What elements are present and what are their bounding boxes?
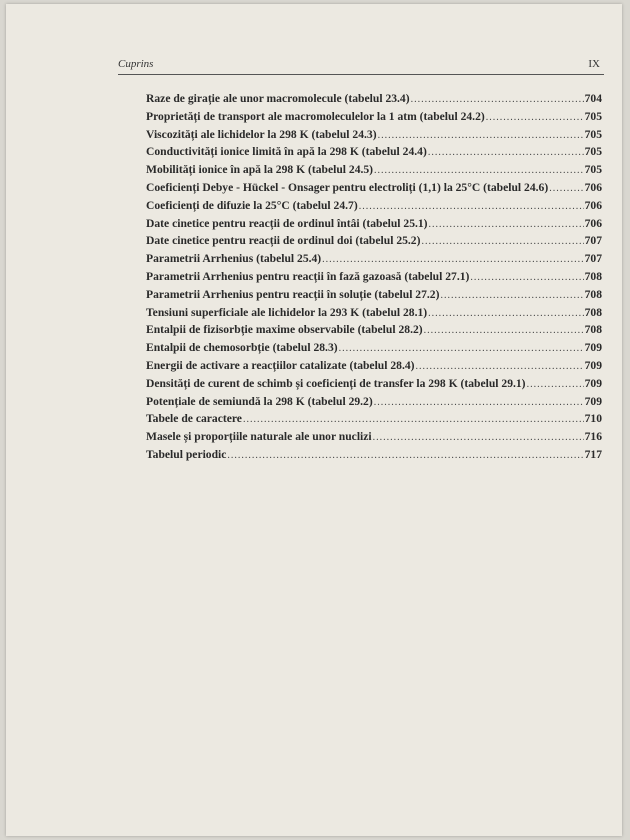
toc-entry-page: 704 [584,92,602,105]
toc-entry [146,268,602,286]
toc-entry-title: Entalpii de chemosorbție (tabelul 28.3) [146,341,338,355]
toc-entry-title: Viscozități ale lichidelor la 298 K (tabelul 24.3) [146,127,377,141]
toc-entry-title: Potențiale de semiundă la 298 K (tabelul 29.2) [146,394,373,408]
toc-entry-title: Proprietăți de transport ale macromoleculelor la 1 atm (tabelul 24.2) [146,109,485,123]
toc-entry-page: 706 [584,216,602,230]
toc-entry-title: Tensiuni superficiale ale lichidelor la 293 K (tabelul 28.1) [146,305,428,319]
toc-entry-title: Entalpii de fizisorbție maxime observabile (tabelul 28.2) [146,323,423,337]
toc-entry [146,215,602,233]
dot-leader [486,109,584,127]
toc-entry-page: 716 [584,430,602,444]
toc-entry-title: Masele și proporțiile naturale ale unor nuclizi [146,430,372,444]
toc-entry-page: 710 [584,412,602,426]
toc-entry-title: Energii de activare a reacțiilor catalizate (tabelul 28.4) [146,358,415,372]
toc-entry-title: Conductivități ionice limită în apă la 298 K (tabelul 24.4) [146,145,427,159]
toc-entry [146,250,602,268]
toc-entry-page: 717 [584,447,602,461]
dot-leader [378,127,584,145]
toc-entry-title: Date cinetice pentru reacții de ordinul doi (tabelul 25.2) [146,234,421,248]
toc-entry-page: 705 [584,163,602,177]
header-section-title: Cuprins [118,58,154,70]
toc-entry-title: Date cinetice pentru reacții de ordinul întâi (tabelul 25.1) [146,216,428,230]
document-page [6,4,622,836]
table-of-contents [146,90,602,464]
dot-leader [549,180,583,198]
toc-entry-page: 709 [584,376,602,390]
toc-entry-page: 709 [584,341,602,355]
toc-entry-page: 709 [584,358,602,372]
toc-entry [146,108,602,126]
header-page-number: IX [588,58,600,70]
toc-entry-title: Parametrii Arrhenius pentru reacții în fază gazoasă (tabelul 27.1) [146,269,470,283]
dot-leader [322,251,583,269]
toc-entry [146,304,602,322]
toc-entry [146,446,602,464]
dot-leader [424,322,584,340]
dot-leader [470,269,583,287]
toc-entry [146,410,602,428]
toc-entry-title: Tabele de caractere [146,412,242,426]
toc-entry-page: 705 [584,109,602,123]
toc-entry-title: Mobilități ionice în apă la 298 K (tabelul 24.5) [146,163,374,177]
toc-entry [146,143,602,161]
toc-entry-page: 705 [584,127,602,141]
toc-entry [146,321,602,339]
toc-entry [146,393,602,411]
toc-entry [146,90,602,108]
toc-entry-page: 706 [584,198,602,212]
toc-entry-title: Parametrii Arrhenius pentru reacții în soluție (tabelul 27.2) [146,287,440,301]
dot-leader [527,376,584,394]
toc-entry [146,126,602,144]
toc-entry-page: 708 [584,323,602,337]
toc-entry-title: Coeficienți de difuzie la 25°C (tabelul 24.7) [146,198,358,212]
dot-leader [359,198,584,216]
dot-leader [421,233,583,251]
toc-entry [146,161,602,179]
toc-entry [146,428,602,446]
dot-leader [227,447,583,465]
dot-leader [429,216,584,234]
toc-entry-page: 709 [584,394,602,408]
toc-entry [146,357,602,375]
toc-entry-page: 708 [584,287,602,301]
toc-entry [146,286,602,304]
dot-leader [339,340,584,358]
dot-leader [374,394,584,412]
toc-entry [146,339,602,357]
toc-entry-title: Tabelul periodic [146,447,227,461]
dot-leader [374,162,584,180]
toc-entry-page: 708 [584,305,602,319]
running-header [118,58,604,75]
toc-entry [146,197,602,215]
toc-entry-title: Raze de girație ale unor macromolecule (tabelul 23.4) [146,92,410,105]
dot-leader [373,429,584,447]
toc-entry [146,375,602,393]
dot-leader [428,144,584,162]
toc-entry-page: 706 [584,180,602,194]
toc-entry-page: 707 [584,252,602,266]
toc-entry-page: 705 [584,145,602,159]
dot-leader [428,305,583,323]
dot-leader [416,358,584,376]
toc-entry-title: Coeficienți Debye - Hückel - Onsager pentru electroliți (1,1) la 25°C (tabelul 24.6) [146,180,549,194]
toc-entry-page: 708 [584,269,602,283]
toc-entry-title: Densități de curent de schimb și coeficienți de transfer la 298 K (tabelul 29.1) [146,376,526,390]
dot-leader [243,411,584,429]
toc-entry-page: 707 [584,234,602,248]
toc-entry [146,179,602,197]
dot-leader [411,91,584,109]
toc-entry-title: Parametrii Arrhenius (tabelul 25.4) [146,252,322,266]
dot-leader [440,287,583,305]
toc-entry [146,232,602,250]
